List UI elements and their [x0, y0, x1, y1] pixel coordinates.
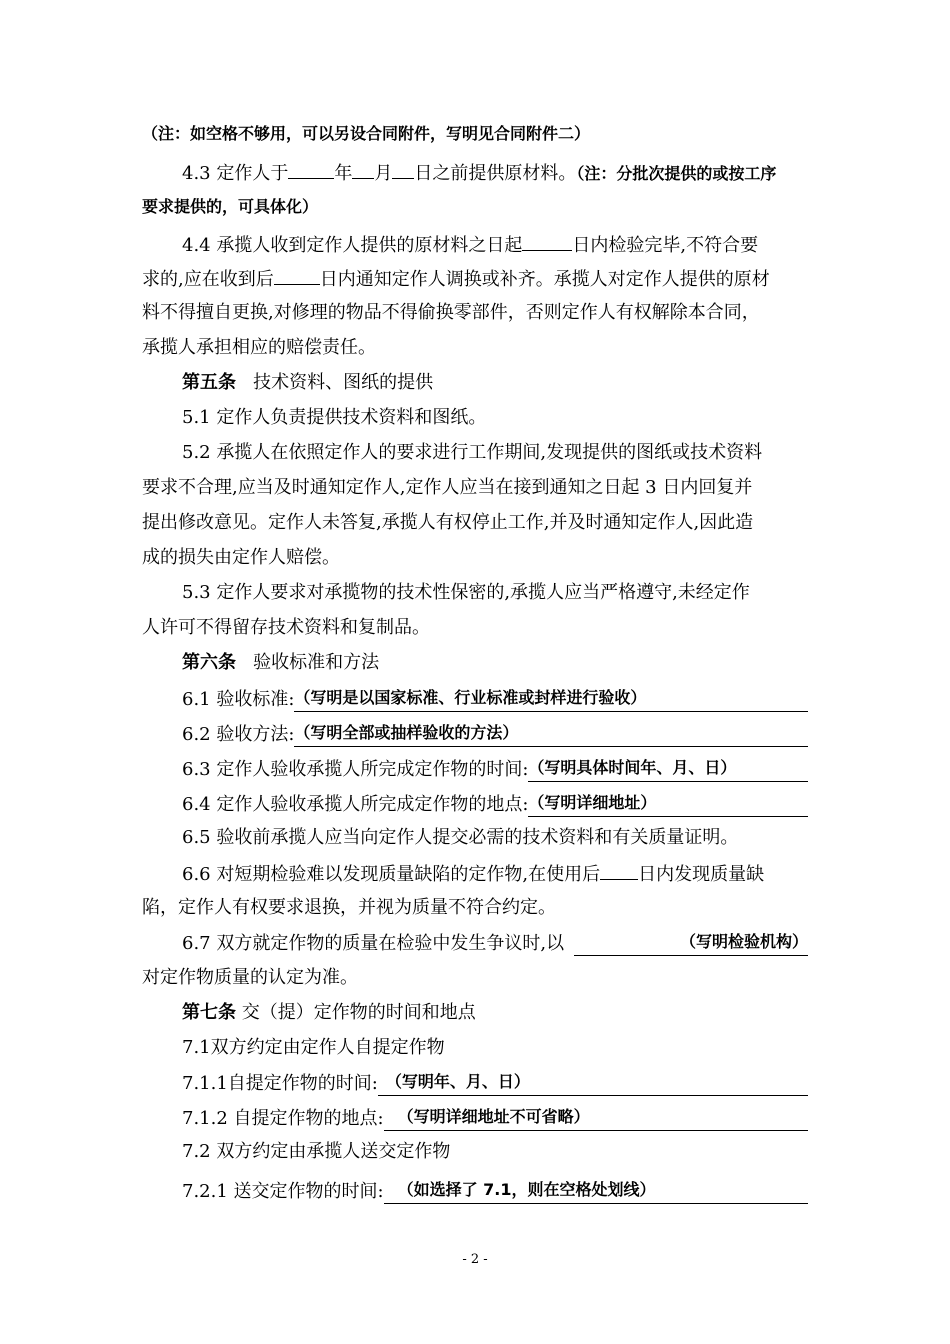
clause-4-4-line2-text: 求的,应在收到后: [142, 269, 274, 290]
acceptance-time-field[interactable]: （写明具体时间年、月、日）: [528, 758, 808, 782]
month-label: 月: [374, 163, 393, 184]
clause-6-6-text: 6.6 对短期检验难以发现质量缺陷的定作物,在使用后: [182, 864, 601, 885]
clause-4-4-line4: 承揽人承担相应的赔偿责任。: [142, 337, 376, 358]
clause-6-6-tail: 日内发现质量缺: [638, 864, 765, 885]
article-7-title: 交（提）定作物的时间和地点: [241, 1002, 476, 1023]
article-7-number: 第七条: [182, 1002, 236, 1023]
clause-7-1-1: [182, 1072, 808, 1096]
clause-7-1-2-label: 7.1.2 自提定作物的地点:: [182, 1108, 384, 1129]
clause-7-2-1: [182, 1180, 808, 1204]
clause-7-2: 7.2 双方约定由承揽人送交定作物: [182, 1141, 451, 1162]
clause-6-6: [182, 861, 808, 885]
clause-6-4: [182, 793, 808, 817]
clause-6-7-line2: 对定作物质量的认定为准。: [142, 967, 358, 988]
acceptance-location-field[interactable]: （写明详细地址）: [528, 793, 808, 817]
clause-6-1-label: 6.1 验收标准:: [182, 689, 295, 710]
clause-6-7-text: 6.7 双方就定作物的质量在检验中发生争议时,以: [182, 933, 565, 954]
clause-4-3-text: 4.3 定作人于: [182, 163, 289, 184]
clause-5-2: 5.2 承揽人在依照定作人的要求进行工作期间,发现提供的图纸或技术资料: [182, 442, 763, 463]
clause-7-1-1-label: 7.1.1自提定作物的时间:: [182, 1073, 378, 1094]
note-batch-cont: 要求提供的，可具体化）: [142, 197, 319, 216]
article-5-heading: [182, 371, 808, 395]
article-5-title: 技术资料、图纸的提供: [253, 372, 434, 393]
clause-4-4-line2-tail: 日内通知定作人调换或补齐。承揽人对定作人提供的原材: [319, 269, 770, 290]
page-number: - 2 -: [462, 1252, 488, 1267]
article-6-number: 第六条: [182, 652, 236, 673]
note-attachment: （注：如空格不够用，可以另设合同附件，写明见合同附件二）: [142, 124, 591, 143]
clause-5-1: 5.1 定作人负责提供技术资料和图纸。: [182, 407, 487, 428]
clause-6-6-line2: 陷，定作人有权要求退换，并视为质量不符合约定。: [142, 897, 556, 918]
clause-4-4: [182, 232, 808, 256]
clause-7-1: 7.1双方约定由定作人自提定作物: [182, 1037, 445, 1058]
clause-7-2-1-label: 7.2.1 送交定作物的时间:: [182, 1181, 384, 1202]
clause-6-4-label: 6.4 定作人验收承揽人所完成定作物的地点:: [182, 794, 529, 815]
article-5-number: 第五条: [182, 372, 236, 393]
blank-year[interactable]: [288, 160, 334, 179]
delivery-time-field[interactable]: （如选择了 7.1，则在空格处划线）: [384, 1180, 808, 1204]
clause-5-2-line3: 提出修改意见。定作人未答复,承揽人有权停止工作,并及时通知定作人,因此造: [142, 512, 754, 533]
clause-4-4-text: 4.4 承揽人收到定作人提供的原材料之日起: [182, 235, 523, 256]
clause-6-7: [182, 932, 808, 956]
blank-defect-days[interactable]: [600, 861, 638, 880]
acceptance-standard-field[interactable]: （写明是以国家标准、行业标准或封样进行验收）: [294, 688, 808, 712]
clause-5-2-line4: 成的损失由定作人赔偿。: [142, 547, 340, 568]
clause-4-3: [182, 160, 808, 184]
year-label: 年: [334, 163, 353, 184]
clause-5-3: 5.3 定作人要求对承揽物的技术性保密的,承揽人应当严格遵守,未经定作: [182, 582, 750, 603]
clause-5-2-line2: 要求不合理,应当及时通知定作人,定作人应当在接到通知之日起 3 日内回复并: [142, 477, 753, 498]
clause-5-3-line2: 人许可不得留存技术资料和复制品。: [142, 617, 430, 638]
clause-4-3-tail: 日之前提供原材料。: [414, 163, 577, 184]
clause-6-2-label: 6.2 验收方法:: [182, 724, 295, 745]
clause-6-3-label: 6.3 定作人验收承揽人所完成定作物的时间:: [182, 759, 529, 780]
pickup-time-field[interactable]: （写明年、月、日）: [378, 1072, 808, 1096]
clause-6-1: [182, 688, 808, 712]
clause-6-5: 6.5 验收前承揽人应当向定作人提交必需的技术资料和有关质量证明。: [182, 827, 739, 848]
article-6-title: 验收标准和方法: [253, 652, 380, 673]
clause-4-4-tail: 日内检验完毕,不符合要: [572, 235, 759, 256]
acceptance-method-field[interactable]: （写明全部或抽样验收的方法）: [294, 723, 808, 747]
article-6-heading: [182, 651, 808, 675]
article-7-heading: [182, 1001, 808, 1025]
inspection-agency-field[interactable]: （写明检验机构）: [574, 932, 808, 956]
blank-day[interactable]: [392, 160, 414, 179]
clause-6-3: [182, 758, 808, 782]
blank-notify-days[interactable]: [274, 266, 320, 285]
blank-inspection-days[interactable]: [522, 232, 572, 251]
clause-6-2: [182, 723, 808, 747]
clause-7-1-2: [182, 1107, 808, 1131]
blank-month[interactable]: [352, 160, 374, 179]
clause-4-4-line2: [142, 266, 808, 290]
note-batch: （注：分批次提供的或按工序: [576, 164, 777, 183]
pickup-location-field[interactable]: （写明详细地址不可省略）: [384, 1107, 808, 1131]
clause-4-4-line3: 料不得擅自更换,对修理的物品不得偷换零部件，否则定作人有权解除本合同，: [142, 302, 760, 323]
